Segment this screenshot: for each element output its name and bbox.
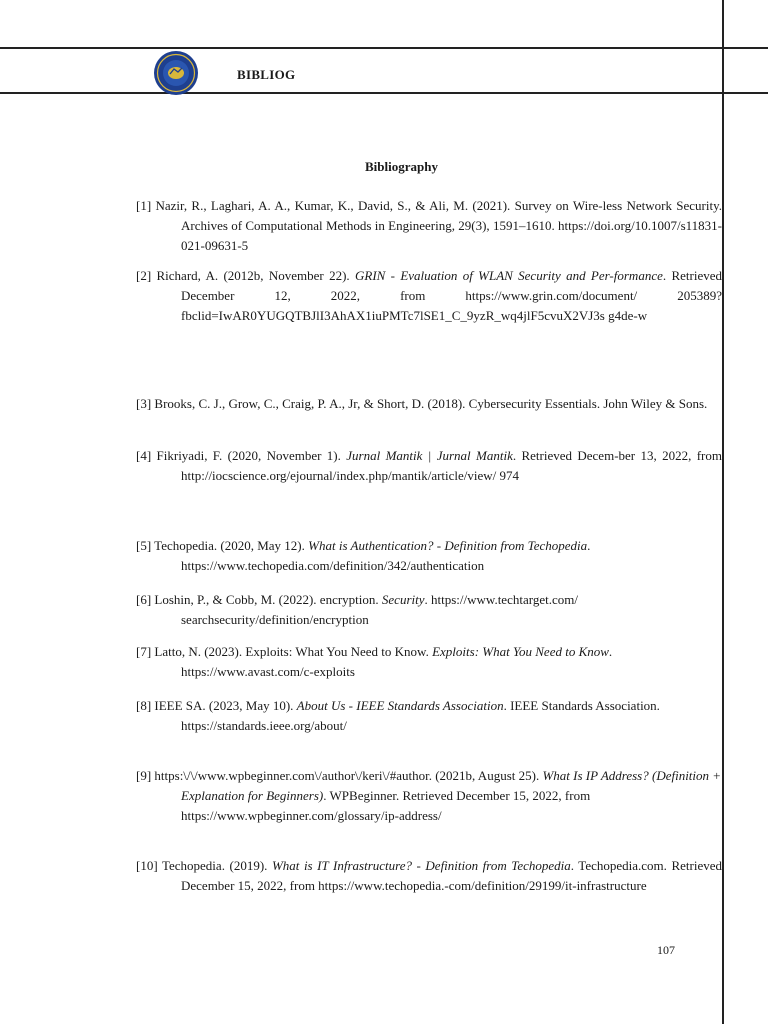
entry-title-italic: Security xyxy=(381,592,425,607)
bibliography-entry-4 xyxy=(136,446,722,486)
bibliography-entry-8 xyxy=(136,696,722,736)
entry-text-tail: . IEEE Standards Association. https://standards.ieee.org/about/ xyxy=(181,698,660,733)
university-seal-icon xyxy=(153,50,199,96)
bibliography-entry-6 xyxy=(136,590,722,630)
page-number: 107 xyxy=(657,943,675,957)
entry-title-italic: What Is IP Address? (Definition + Explanation for Beginners) xyxy=(181,768,722,803)
bibliography-entry-5 xyxy=(136,536,722,576)
entry-text: [5] Techopedia. (2020, May 12). xyxy=(136,538,309,553)
entry-title-italic: Jurnal Mantik | Jurnal Mantik xyxy=(346,448,513,463)
entry-text-tail: . WPBeginner. Retrieved December 15, 2022, from https://www.wpbeginner.com/glossary/ip-address/ xyxy=(181,788,591,823)
entry-text: [10] Techopedia. (2019). xyxy=(136,858,272,873)
header-rule-top xyxy=(0,47,768,49)
entry-text: [2] Richard, A. (2012b, November 22). xyxy=(136,268,356,283)
entry-text-tail: . https://www.techtarget.com/ searchsecurity/definition/encryption xyxy=(181,592,578,627)
header-rule-bottom xyxy=(0,92,768,94)
entry-title-italic: What is Authentication? - Definition from Techopedia xyxy=(308,538,588,553)
entry-text-tail: . https://www.avast.com/c-exploits xyxy=(181,644,613,679)
entry-text: [3] Brooks, C. J., Grow, C., Craig, P. A., Jr, & Short, D. (2018). Cybersecurity Essentials. John Wiley & Sons. xyxy=(136,396,708,411)
entry-title-italic: GRIN - Evaluation of WLAN Security and Per-formance xyxy=(355,268,663,283)
bibliography-entry-10 xyxy=(136,856,722,896)
entry-text: [6] Loshin, P., & Cobb, M. (2022). encryption. xyxy=(136,592,382,607)
page-edge-line xyxy=(722,0,724,1024)
bibliography-entry-7 xyxy=(136,642,722,682)
entry-text-tail: . Retrieved December 12, 2022, from https://www.grin.com/document/ 205389? fbclid=IwAR0YUGQTBJlI3AhAX1iuPMTc7lSE1_C_9yzR_wq4jlF5cvuX2VJ3s g4de-w xyxy=(181,268,722,323)
bibliography-entry-1 xyxy=(136,196,722,256)
entry-text-tail: . Retrieved Decem-ber 13, 2022, from http://iocscience.org/ejournal/index.php/mantik/article/view/ 974 xyxy=(181,448,723,483)
entry-text-tail: . https://www.techopedia.com/definition/342/authentication xyxy=(181,538,591,573)
entry-title-italic: Exploits: What You Need to Know xyxy=(432,644,609,659)
bibliography-entry-3 xyxy=(136,394,722,414)
header-title: BIBLIOG xyxy=(237,67,296,82)
bibliography-entry-9 xyxy=(136,766,722,826)
entry-title-italic: What is IT Infrastructure? - Definition from Techopedia xyxy=(271,858,571,873)
entry-text: [8] IEEE SA. (2023, May 10). xyxy=(136,698,297,713)
bibliography-entry-2 xyxy=(136,266,722,326)
entry-text: [4] Fikriyadi, F. (2020, November 1). xyxy=(136,448,347,463)
entry-text: [9] https:\/\/www.wpbeginner.com\/author\/keri\/#author. (2021b, August 25). xyxy=(136,768,543,783)
entry-text: [7] Latto, N. (2023). Exploits: What You Need to Know. xyxy=(136,644,433,659)
entry-text-tail: . Techopedia.com. Retrieved December 15, 2022, from https://www.techopedia.-com/definition/29199/it-infrastructure xyxy=(181,858,722,893)
entry-title-italic: About Us - IEEE Standards Association xyxy=(296,698,504,713)
entry-text: [1] Nazir, R., Laghari, A. A., Kumar, K., David, S., & Ali, M. (2021). Survey on Wire-less Network Security. Archives of Computational Methods in Engineering, 29(3), 1591–1610. https://doi.org/10.1007/s11831-021-09631-5 xyxy=(136,198,722,253)
page-title: Bibliography xyxy=(365,159,438,174)
